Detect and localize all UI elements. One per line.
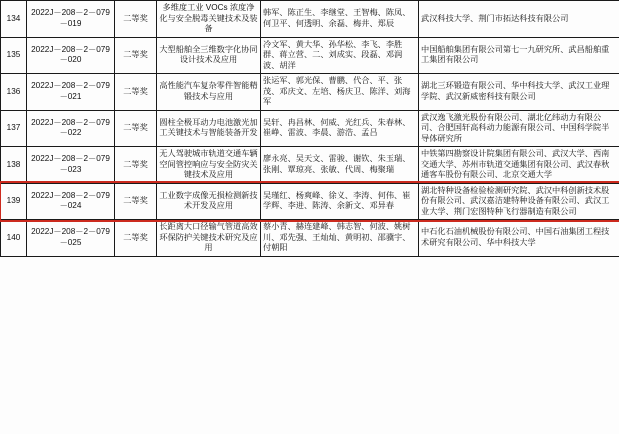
cell-grade: 二等奖 xyxy=(115,147,157,184)
cell-title: 多维度工业 VOCs 浓度净化与安全脱毒关键技术及装备 xyxy=(157,1,261,38)
cell-no: 135 xyxy=(1,37,27,74)
cell-title: 工业数字成像无损检测新技术开发及应用 xyxy=(157,183,261,220)
cell-code: 2022J－208－2－079－020 xyxy=(27,37,115,74)
table-row[interactable] xyxy=(1,37,619,74)
cell-grade: 二等奖 xyxy=(115,220,157,257)
cell-people: 吴瑾红、杨爽峰、徐义、李涛、何伟、崔学辉、李进、陈涛、余新文、邓异春 xyxy=(261,183,419,220)
cell-org: 武汉科技大学、荆门市拓达科技有限公司 xyxy=(419,1,619,38)
table-row[interactable] xyxy=(1,1,619,38)
cell-grade: 二等奖 xyxy=(115,1,157,38)
cell-code: 2022J－208－2－079－021 xyxy=(27,74,115,111)
cell-no: 139 xyxy=(1,183,27,220)
table-row[interactable] xyxy=(1,74,619,111)
cell-title: 长距离大口径输气管道高效环保防护关键技术研究及应用 xyxy=(157,220,261,257)
cell-people: 冷文军、黄大华、孙华松、李飞、李胜群、蒋立营、二、刘成实、段磊、邓润波、胡洋 xyxy=(261,37,419,74)
cell-code: 2022J－208－2－079－022 xyxy=(27,110,115,147)
cell-org: 湖北特种设备检验检测研究院、武汉中科创新技术股份有限公司、武汉嘉洁建特种设备有限公司、武汉工业大学、荆门宏图特种飞行器制造有限公司 xyxy=(419,183,619,220)
cell-title: 高性能汽车复杂零件智能精锻技术与应用 xyxy=(157,74,261,111)
cell-org: 中石化石油机械股份有限公司、中国石油集团工程技术研究有限公司、华中科技大学 xyxy=(419,220,619,257)
cell-title: 大型船舶全三维数字化协同设计技术及应用 xyxy=(157,37,261,74)
cell-code: 2022J－208－2－079－019 xyxy=(27,1,115,38)
cell-code: 2022J－208－2－079－023 xyxy=(27,147,115,184)
cell-people: 吴轩、冉昌林、何威、光红兵、朱春林、崔峥、雷波、李晨、游浩、孟吕 xyxy=(261,110,419,147)
cell-org: 武汉逸飞激光股份有限公司、湖北亿纬动力有限公司、合肥国轩高科动力能源有限公司、中国科学院半导体研究所 xyxy=(419,110,619,147)
cell-no: 134 xyxy=(1,1,27,38)
cell-grade: 二等奖 xyxy=(115,37,157,74)
cell-no: 140 xyxy=(1,220,27,257)
cell-grade: 二等奖 xyxy=(115,74,157,111)
table-row[interactable] xyxy=(1,220,619,257)
cell-no: 136 xyxy=(1,74,27,111)
cell-code: 2022J－208－2－079－025 xyxy=(27,220,115,257)
cell-org: 湖北三环锻造有限公司、华中科技大学、武汉工业理学院、武汉新威密科技有限公司 xyxy=(419,74,619,111)
cell-no: 138 xyxy=(1,147,27,184)
cell-code: 2022J－208－2－079－024 xyxy=(27,183,115,220)
cell-org: 中铁第四勘察设计院集团有限公司、武汉大学、西南交通大学、苏州市轨道交通集团有限公司、武汉春秋通客车股份有限公司、北京交通大学 xyxy=(419,147,619,184)
table-body xyxy=(1,1,619,257)
cell-title: 圆柱全极耳动力电池激光加工关键技术与智能装备开发 xyxy=(157,110,261,147)
cell-org: 中国船舶集团有限公司第七一九研究所、武昌船舶重工集团有限公司 xyxy=(419,37,619,74)
cell-title: 无人驾驶城市轨道交通车辆空间管控响应与安全防灾关键技术及应用 xyxy=(157,147,261,184)
table-row[interactable] xyxy=(1,110,619,147)
cell-people: 蔡小青、赫连建峰、韩志智、何波、姚树川、邓先强、王灿灿、黄明初、邵骥宇、付朝阳 xyxy=(261,220,419,257)
cell-grade: 二等奖 xyxy=(115,110,157,147)
cell-people: 张运军、郭光保、曹鹏、代合、平、张茂、邓庆文、左培、杨庆卫、陈洋、刘海军 xyxy=(261,74,419,111)
table-row-highlighted[interactable] xyxy=(1,183,619,220)
cell-people: 韩军、陈正生、李继堂、王智梅、陈凤、何卫平、何透明、余磊、梅井、郑辰 xyxy=(261,1,419,38)
cell-grade: 二等奖 xyxy=(115,183,157,220)
table-row[interactable] xyxy=(1,147,619,184)
cell-no: 137 xyxy=(1,110,27,147)
cell-people: 廖永亮、吴天文、雷骏、谢钦、朱玉瑞、张刚、覃琼亮、张敏、代周、梅聚瑞 xyxy=(261,147,419,184)
